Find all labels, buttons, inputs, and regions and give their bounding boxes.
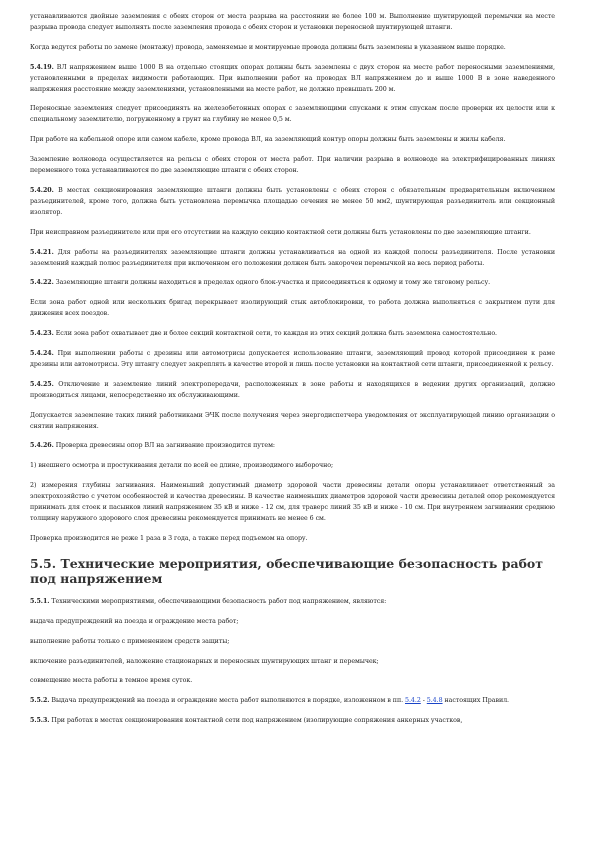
- paragraph-text: В местах секционирования заземляющие штанги должны быть установлены с обеих сторон с обязательным предварительным включением разъединителей, кроме того, должна быть установлена перемычка площадью сечения не менее 50 мм2, шунтирующая разъединитель или секционный изолятор.: [30, 186, 555, 216]
- paragraph: [30, 248, 555, 270]
- paragraph: [30, 676, 555, 687]
- paragraph: [30, 657, 555, 668]
- paragraph-number: 5.4.26.: [30, 442, 54, 450]
- paragraph: [30, 278, 555, 289]
- paragraph-text: Переносные заземления следует присоединять на железобетонных опорах с заземляющими спусками к этим спускам после проверки их целости или к специальному заземлителю, погруженному в грунт на глубину не менее 0,5 м.: [30, 105, 555, 124]
- paragraph-number: 5.4.23.: [30, 330, 54, 338]
- paragraph-text: выдача предупреждений на поезда и ограждение места работ;: [30, 617, 239, 625]
- paragraph-number: 5.4.19.: [30, 63, 54, 71]
- paragraph: [30, 43, 555, 54]
- paragraph-text: Если зона работ одной или нескольких бригад перекрывает изолирующий стык автоблокировки, то работа должна выполняться с закрытием пути для движения всех поездов.: [30, 299, 555, 318]
- paragraph: [30, 155, 555, 177]
- paragraph-text: При работе на кабельной опоре или самом кабеле, кроме провода ВЛ, на заземляющий контур опоры должны быть заземлены и жилы кабеля.: [30, 136, 506, 144]
- paragraphs-top: [30, 12, 555, 545]
- paragraph-number: 5.4.25.: [30, 380, 54, 388]
- paragraphs-bottom: [30, 597, 555, 688]
- paragraph-text: Проверка производится не реже 1 раза в 3 года, а также перед подъемом на опору.: [30, 534, 308, 542]
- paragraph: [30, 441, 555, 452]
- paragraph: [30, 461, 555, 472]
- paragraph-text: Допускается заземление таких линий работниками ЭЧК после получения через энергодиспетчера уведомления от эксплуатирующей линию организации о снятии напряжения.: [30, 411, 555, 430]
- paragraph-text: ВЛ напряжением выше 1000 В на отдельно стоящих опорах должны быть заземлены с двух сторон на месте работ переносными заземлениями, установленными в пределах видимости работающих. При выполнении работ на проводах ВЛ напряжением до и выше 1000 В в зоне наведенного напряжения расстояние между заземлениями, установленными на месте работ, не должно превышать 200 м.: [30, 63, 555, 93]
- paragraph-text: совмещение места работы в темное время суток.: [30, 677, 193, 685]
- paragraph: [30, 329, 555, 340]
- link-separator: -: [420, 697, 427, 705]
- paragraph-text: устанавливаются двойные заземления с обеих сторон от места разрыва на расстоянии не более 100 м. Выполнение шунтирующей перемычки на месте разрыва провода следует выполнять после заземления провода с обеих сторон и установки переносной шунтирующей штанги.: [30, 13, 555, 31]
- paragraph: [30, 186, 555, 219]
- paragraph-text: 1) внешнего осмотра и простукивания детали по всей ее длине, производимого выборочно;: [30, 462, 334, 470]
- paragraph-number: 5.5.2.: [30, 697, 50, 705]
- paragraph-text: Техническими мероприятиями, обеспечивающими безопасность работ под напряжением, являются:: [51, 597, 387, 605]
- paragraph-text: Отключение и заземление линий электропередачи, расположенных в зоне работы и находящихся в ведении других организаций, должно производиться лицами, непосредственно их обслуживающими.: [30, 380, 556, 399]
- paragraph-number: 5.4.22.: [30, 279, 54, 287]
- paragraph-text: Для работы на разъединителях заземляющие штанги должны устанавливаться на одной из каждой полосы разъединителя. После установки заземлений каждый полюс разъединителя при включенном его положении должен быть закорочен перемычкой на весь период работы.: [30, 248, 556, 267]
- paragraph: [30, 228, 555, 239]
- paragraph: [30, 12, 555, 34]
- paragraph-number: 5.4.21.: [30, 248, 54, 256]
- paragraph: [30, 617, 555, 628]
- paragraph: [30, 534, 555, 545]
- paragraph: [30, 380, 555, 402]
- paragraph-text: При выполнении работы с дрезины или автомотрисы допускается использование штанги, заземляющий провод которой присоединен к раме дрезины или автомотрисы. Эту штангу следует закреплять в качестве второй и лишь после установки на контактной сети штанги, присоединенной к рельсу.: [30, 350, 556, 368]
- paragraph: [30, 104, 555, 126]
- paragraph-text: Когда ведутся работы по замене (монтажу) провода, заменяемые и монтируемые провода должны быть заземлены в указанном выше порядке.: [30, 43, 506, 51]
- paragraph: [30, 411, 555, 433]
- paragraph: [30, 135, 555, 146]
- paragraph-text: При работах в местах секционирования контактной сети под напряжением (изолирующие сопряжения анкерных участков,: [51, 717, 463, 725]
- paragraph-text: При неисправном разъединителе или при его отсутствии на каждую секцию контактной сети должны быть установлены по две заземляющие штанги.: [30, 228, 531, 236]
- paragraph-text: включение разъединителей, наложение стационарных и переносных шунтирующих штанг и перемычек;: [30, 657, 379, 665]
- paragraph: [30, 298, 555, 320]
- paragraph-text: выполнение работы только с применением средств защиты;: [30, 637, 230, 645]
- paragraph-5-5-2: [30, 696, 555, 707]
- paragraph-number: 5.5.3.: [30, 717, 50, 725]
- paragraph: [30, 597, 555, 608]
- link-5-4-8[interactable]: 5.4.8: [426, 697, 443, 705]
- paragraph-number: 5.5.1.: [30, 597, 50, 605]
- paragraph-text: Если зона работ охватывает две и более секций контактной сети, то каждая из этих секций должна быть заземлена самостоятельно.: [55, 330, 498, 338]
- paragraph-text-after: настоящих Правил.: [444, 697, 509, 705]
- paragraph-text: Заземляющие штанги должны находиться в пределах одного блок-участка и присоединяться к одному и тому же тяговому рельсу.: [55, 279, 491, 287]
- paragraph-text: 2) измерения глубины загнивания. Наименьший допустимый диаметр здоровой части древесины детали опоры устанавливает ответственный за электрохозяйство с учетом особенностей и качества древесины. В качестве наименьших диаметров здоровой части древесины деталей опор рекомендуется принимать для стоек и пасынков линий напряжением 35 кВ и ниже - 12 см, для траверс линий 35 кВ и ниже - 10 см. При внутреннем загнивании среднюю толщину наружного здорового слоя древесины рекомендуется принимать не менее 6 см.: [30, 482, 555, 522]
- paragraph-5-5-3: [30, 716, 555, 727]
- paragraph-number: 5.4.24.: [30, 350, 54, 358]
- paragraph-text: Проверка древесины опор ВЛ на загнивание производится путем:: [55, 442, 275, 450]
- paragraph: [30, 349, 555, 371]
- paragraph: [30, 481, 555, 525]
- section-heading: 5.5. Технические мероприятия, обеспечивающие безопасность работ под напряжением: [30, 555, 544, 586]
- link-5-4-2[interactable]: 5.4.2: [405, 697, 421, 705]
- paragraph-number: 5.4.20.: [30, 186, 54, 194]
- paragraph-text: Выдача предупреждений на поезда и ограждение места работ выполняются в порядке, изложенном в пп.: [51, 697, 404, 705]
- paragraph-text: Заземление волновода осуществляется на рельсы с обеих сторон от места работ. При наличии разрыва в волноводе на электрифицированных линиях переменного тока устанавливаются по две заземляющие штанги с обеих сторон.: [30, 156, 555, 175]
- paragraph: [30, 63, 555, 96]
- paragraph: [30, 637, 555, 648]
